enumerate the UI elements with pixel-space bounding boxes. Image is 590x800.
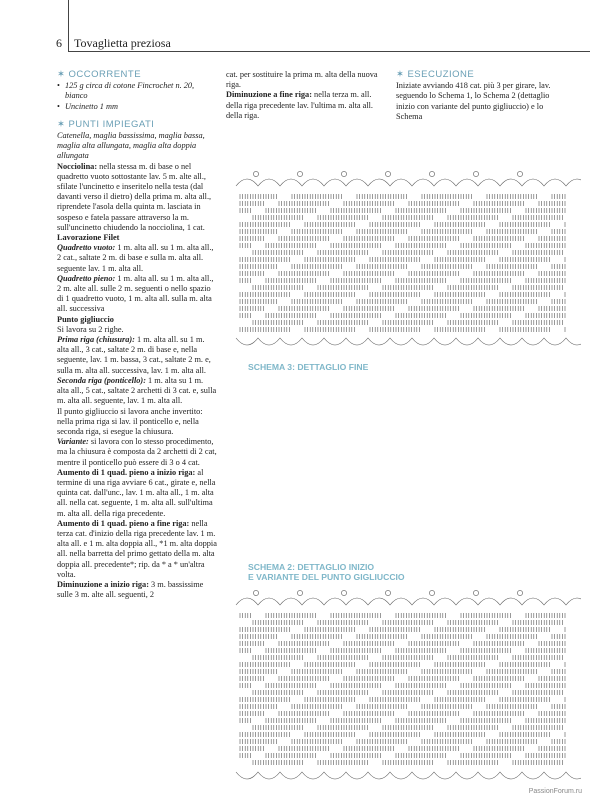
chart-stitch-row bbox=[240, 201, 565, 206]
chart-stitch-row bbox=[240, 208, 565, 213]
esecuzione-heading: ✶ ESECUZIONE bbox=[396, 69, 475, 80]
chart-stitch-row bbox=[240, 299, 565, 304]
chart-stitch-row bbox=[240, 746, 565, 751]
chart-stitch-row bbox=[240, 236, 565, 241]
chart-stitch-row bbox=[240, 732, 565, 737]
chart-ring-marker bbox=[385, 590, 390, 595]
page-number: 6 bbox=[56, 36, 62, 50]
header-vertical-rule bbox=[68, 0, 69, 52]
schema-3-label: SCHEMA 3: DETTAGLIO FINE bbox=[248, 362, 369, 372]
material-item: • 125 g circa di cotone Fincrochet n. 20, bianco bbox=[57, 81, 217, 101]
chart-stitch-row bbox=[253, 215, 562, 220]
star-icon: ✶ bbox=[57, 69, 66, 80]
chart-stitch-row bbox=[253, 655, 562, 660]
star-icon: ✶ bbox=[57, 118, 66, 130]
chart-stitch-row bbox=[240, 641, 565, 646]
nocciolina-title: Nocciolina: bbox=[57, 161, 98, 171]
schema-3-chart bbox=[226, 166, 581, 356]
chart-stitch-row bbox=[253, 725, 562, 730]
chart-stitch-row bbox=[253, 320, 562, 325]
chart-stitch-row bbox=[240, 711, 565, 716]
chart-border-bottom bbox=[236, 772, 581, 779]
chart-stitch-row bbox=[240, 306, 565, 311]
chart-stitch-row bbox=[253, 620, 562, 625]
filet-title: Lavorazione Filet bbox=[57, 233, 120, 243]
chart-ring-marker bbox=[517, 171, 522, 176]
chart-ring-marker bbox=[473, 171, 478, 176]
chart-border-bottom bbox=[236, 338, 581, 345]
chart-ring-marker bbox=[253, 590, 258, 595]
chart-border-top bbox=[236, 179, 581, 186]
chart-ring-marker bbox=[253, 171, 258, 176]
chart-ring-marker bbox=[341, 171, 346, 176]
chart-stitch-row bbox=[240, 313, 565, 318]
dim-fine: Diminuzione a fine riga: nella terza m. all. della riga precedente lav. l'ultima m. alta all. della riga. bbox=[226, 90, 374, 120]
chart-stitch-row bbox=[253, 285, 562, 290]
chart-stitch-row bbox=[253, 250, 562, 255]
aumento-inizio: Aumento di 1 quad. pieno a inizio riga: al termine di una riga avviare 6 cat., girate e, nella quinta cat. dall'unc., lav. 1 m. alta all., 1 m. alta all. nella cat. seguente, 1 m. alta all. sull'ultima m. alta all. della riga precedente. bbox=[57, 467, 216, 518]
diminuzione-inizio: Diminuzione a inizio riga: 3 m. bassissime sulle 3 m. alte all. seguenti, 2 bbox=[57, 579, 204, 600]
chart-stitch-row bbox=[240, 648, 565, 653]
esecuzione-text: Iniziate avviando 418 cat. più 3 per girare, lav. seguendo lo Schema 1, lo Schema 2 (dettaglio inizio con variante del punto gigliuccio) e lo Schema bbox=[396, 81, 551, 121]
schema-2-label: SCHEMA 2: DETTAGLIO INIZIO E VARIANTE DEL PUNTO GIGLIUCCIO bbox=[248, 562, 405, 582]
nocciolina-paragraph bbox=[57, 162, 217, 233]
chart-stitch-row bbox=[240, 243, 565, 248]
chart-stitch-row bbox=[240, 683, 565, 688]
chart-stitch-row bbox=[240, 718, 565, 723]
chart-stitch-row bbox=[240, 739, 565, 744]
gigliuccio-title: Punto gigliuccio bbox=[57, 314, 114, 324]
chart-stitch-row bbox=[240, 634, 565, 639]
chart-stitch-row bbox=[240, 697, 565, 702]
col2-text: cat. per sostituire la prima m. alta della nuova riga. bbox=[226, 70, 378, 90]
page-header bbox=[0, 0, 590, 52]
punti-text: Catenella, maglia bassissima, maglia bassa, maglia alta allungata, maglia alta doppia allungata bbox=[57, 131, 205, 161]
column-middle bbox=[226, 70, 386, 121]
chart-stitch-row bbox=[240, 613, 565, 618]
chart-stitch-row bbox=[240, 257, 565, 262]
occorrente-heading: ✶ OCCORRENTE bbox=[57, 69, 142, 80]
chart-stitch-row bbox=[240, 676, 565, 681]
gigliuccio-prima: Prima riga (chiusura): 1 m. alta all. su 1 m. alta all., 3 cat., saltate 2 m. di base e, nella seguente, lav. 1 m. bassa, 3 cat., saltate 2 m. e, sulla m. alta all. successiva, lav. 1 m. alta all. bbox=[57, 335, 211, 375]
chart-stitch-row bbox=[240, 753, 565, 758]
header-horizontal-rule bbox=[68, 51, 590, 52]
chart-pattern bbox=[236, 590, 581, 779]
chart-stitch-row bbox=[240, 669, 565, 674]
chart-stitch-row bbox=[240, 627, 565, 632]
material-item: • Uncinetto 1 mm bbox=[57, 102, 217, 112]
chart-border-top bbox=[236, 598, 581, 605]
chart-stitch-row bbox=[240, 278, 565, 283]
chart-stitch-row bbox=[240, 229, 565, 234]
chart-ring-marker bbox=[297, 590, 302, 595]
gigliuccio-intro: Si lavora su 2 righe. bbox=[57, 324, 124, 334]
watermark: PassionForum.ru bbox=[528, 788, 582, 795]
chart-stitch-row bbox=[240, 222, 565, 227]
chart-ring-marker bbox=[517, 590, 522, 595]
filet-vuoto: Quadretto vuoto: 1 m. alta all. su 1 m. alta all., 2 cat., saltate 2 m. di base e sulla m. alta all. seguente lav. 1 m. alta all. bbox=[57, 243, 214, 273]
chart-stitch-row bbox=[253, 760, 562, 765]
gigliuccio-seconda: Seconda riga (ponticello): 1 m. alta su 1 m. alta all., 5 cat., saltate 2 archetti di 3 cat. e, sulla m. alta all. seguente, lav. 1 m. alta all. bbox=[57, 375, 217, 406]
chart-ring-marker bbox=[473, 590, 478, 595]
punti-heading: ✶ PUNTI IMPIEGATI bbox=[57, 118, 155, 130]
chart-stitch-row bbox=[240, 292, 565, 297]
gigliuccio-variante: Variante: si lavora con lo stesso procedimento, ma la chiusura è composta da 2 archetti di 2 cat, mentre il ponticello può essere di 3 o 4 cat. bbox=[57, 437, 217, 467]
chart-stitch-row bbox=[240, 194, 565, 199]
chart-ring-marker bbox=[341, 590, 346, 595]
star-icon: ✶ bbox=[396, 69, 405, 80]
chart-pattern bbox=[236, 171, 581, 345]
filet-pieno: Quadretto pieno: 1 m. alta all. su 1 m. alta all., 2 m. alte all. sulle 2 m. seguenti o nello spazio di 1 quadretto vuoto, 1 m. alta all. sulla m. alta all. successiva bbox=[57, 273, 214, 314]
chart-stitch-row bbox=[240, 662, 565, 667]
chart-stitch-row bbox=[240, 264, 565, 269]
page-title: Tovaglietta preziosa bbox=[74, 36, 171, 50]
chart-ring-marker bbox=[297, 171, 302, 176]
chart-ring-marker bbox=[429, 171, 434, 176]
gigliuccio-note: Il punto gigliuccio si lavora anche invertito: nella prima riga si lav. il ponticello e, nella seconda riga, si esegue la chiusura. bbox=[57, 406, 203, 436]
chart-stitch-row bbox=[240, 271, 565, 276]
chart-ring-marker bbox=[429, 590, 434, 595]
chart-ring-marker bbox=[385, 171, 390, 176]
schema-2-chart bbox=[226, 585, 581, 790]
chart-stitch-row bbox=[240, 327, 565, 332]
column-right bbox=[396, 70, 556, 122]
column-left bbox=[57, 70, 217, 600]
aumento-fine: Aumento di 1 quad. pieno a fine riga: nella terza cat. d'inizio della riga precedente lav. 1 m. alta all. e 1 m. alta doppia all., *1 m. alta doppia all. nella barretta del primo gettato della m. alta doppia all. precedente*; rip. da * a * un'altra volta. bbox=[57, 518, 217, 579]
chart-stitch-row bbox=[240, 704, 565, 709]
nocciolina-text: nella stessa m. di base o nel quadretto vuoto sottostante lav. 5 m. alte all., sfilate l'uncinetto e inseritelo nella testa (dal davanti verso il dietro) della prima m. alta all., riprendete l'asola della quinta m. lasciata in sospeso e fatela passare attraverso la m. sull'uncinetto chiudendo la nocciolina, 1 cat. bbox=[57, 161, 212, 232]
chart-stitch-row bbox=[253, 690, 562, 695]
